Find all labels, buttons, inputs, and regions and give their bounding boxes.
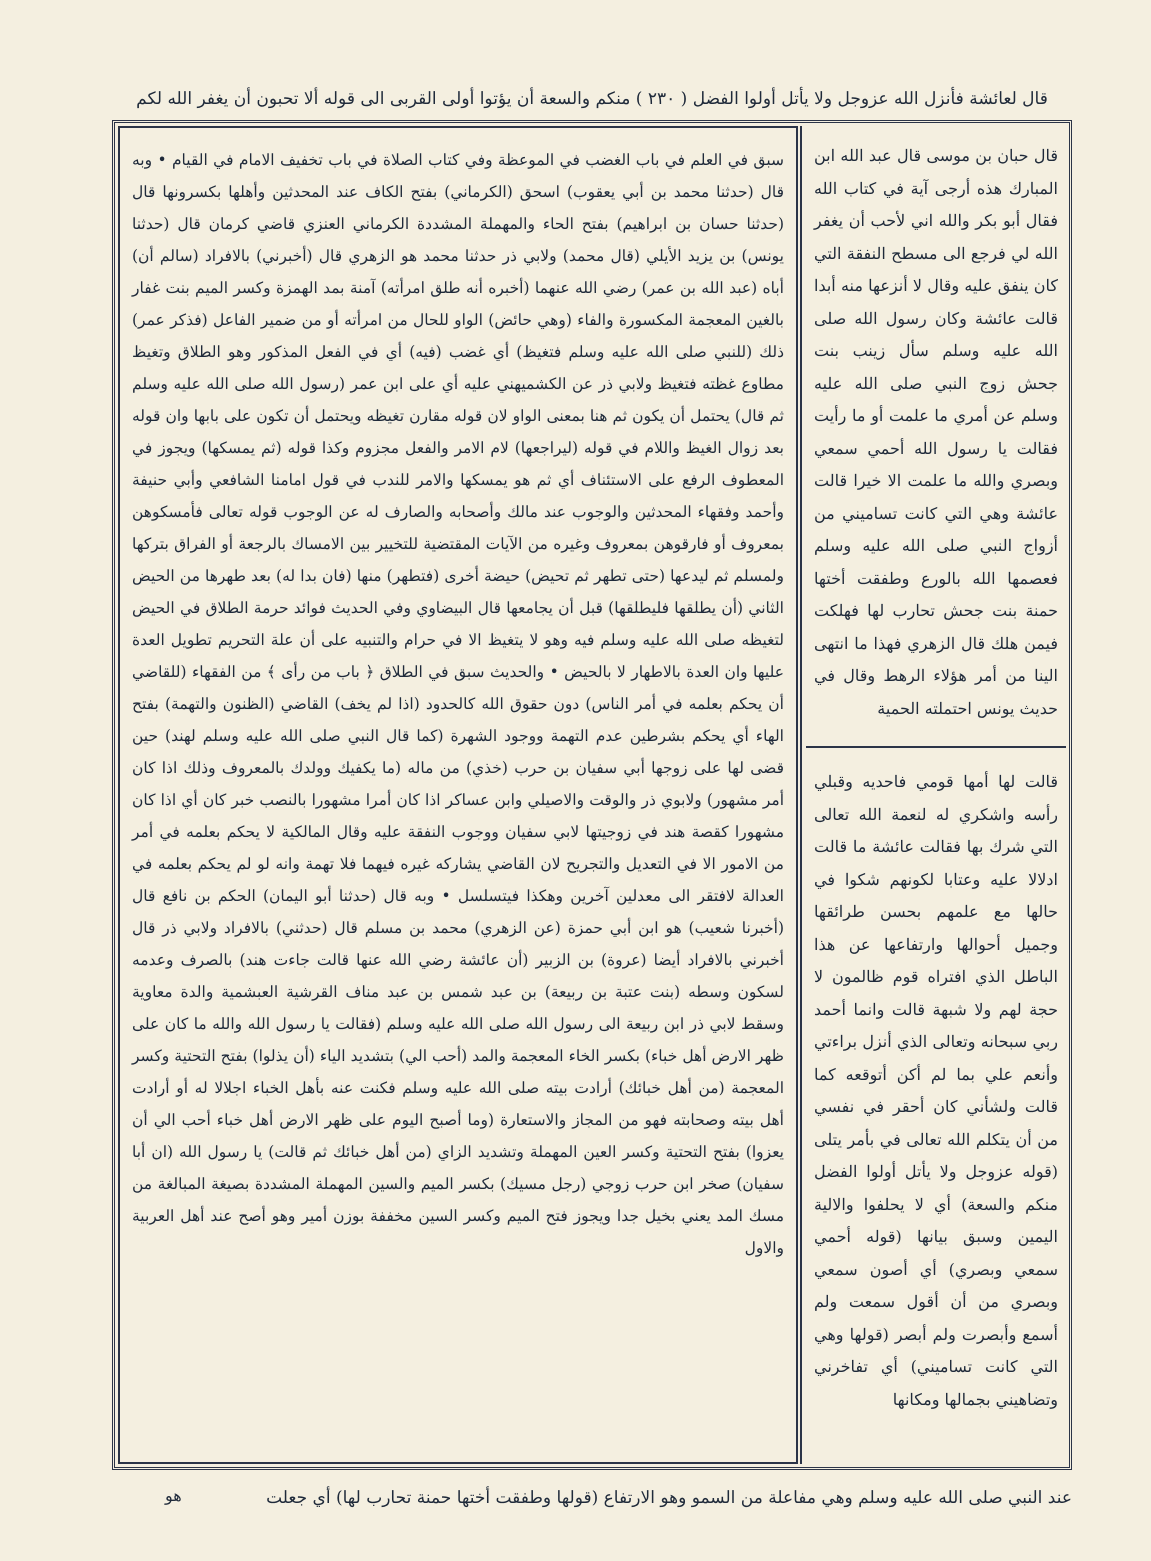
margin-text-top: قال حبان بن موسى قال عبد الله ابن المبارك هذه أرجى آية في كتاب الله فقال أبو بكر والله اني لأحب أن يغفر الله لي فرجع الى مسطح النفقة التي كان ينفق عليه وقال لا أنزعها منه أبدا قالت عائشة وكان رسول الله صلى الله عليه وسلم سأل زينب بنت جحش زوج النبي صلى الله عليه وسلم عن أمري ما علمت أو ما رأيت فقالت يا رسول الله أحمي سمعي وبصري والله ما علمت الا خيرا قالت عائشة وهي التي كانت تساميني من أزواج النبي صلى الله عليه وسلم فعصمها الله بالورع وطفقت أختها حمنة بنت جحش تحارب لها فهلكت فيمن هلك قال الزهري فهذا ما انتهى الينا من أمر هؤلاء الرهط وقال في حديث يونس احتملته الحمية <box>814 146 1058 718</box>
page-footer-line: عند النبي صلى الله عليه وسلم وهي مفاعلة من السمو وهو الارتفاع (قولها وطفقت أختها حمنة تحارب لها) أي جعلت <box>266 1488 1072 1508</box>
catchword: هو <box>165 1486 182 1505</box>
margin-text-bottom: قالت لها أمها قومي فاحديه وقبلي رأسه واشكري له لنعمة الله تعالى التي شرك بها فقالت عائشة ما قالت ادلالا عليه وعتابا لكونهم شكوا في حالها مع علمهم بحسن طرائقها وجميل أحوالها وارتفاعها عن هذا الباطل الذي افتراه قوم ظالمون لا حجة لهم ولا شبهة قالت وانما أحمد ربي سبحانه وتعالى الذي أنزل براءتي وأنعم علي بما لم أكن أتوقعه كما قالت ولشأني كان أحقر في نفسي من أن يتكلم الله تعالى في بأمر يتلى (قوله عزوجل ولا يأتل أولوا الفضل منكم والسعة) أي لا يحلفوا والالية اليمين وسبق بيانها (قوله أحمي سمعي وبصري) أي أصون سمعي وبصري من أن أقول سمعت ولم أسمع وأبصرت ولم أبصر (قولها وهي التي كانت تساميني) أي تفاخرني وتضاهيني بجمالها ومكانها <box>814 772 1058 1409</box>
margin-commentary-bottom <box>806 754 1066 1464</box>
page-header: قال لعائشة فأنزل الله عزوجل ولا يأتل أولوا الفضل ( ٢٣٠ ) منكم والسعة أن يؤتوا أولى القربى الى قوله ألا تحبون أن يغفر الله لكم <box>136 89 1048 109</box>
main-commentary-text: سبق في العلم في باب الغضب في الموعظة وفي كتاب الصلاة في باب تخفيف الامام في القيام • وبه قال (حدثنا محمد بن أبي يعقوب) اسحق (الكرماني) بفتح الكاف عند المحدثين وأهلها بكسرونها قال (حدثنا حسان بن ابراهيم) بفتح الحاء والمهملة المشددة الكرماني العنزي قاضي كرمان قال (حدثنا يونس) بن يزيد الأيلي (قال محمد) ولابي ذر حدثنا محمد هو الزهري قال (أخبرني) بالافراد (سالم أن) أباه (عبد الله بن عمر) رضي الله عنهما (أخبره أنه طلق امرأته) آمنة بمد الهمزة وكسر الميم بنت غفار بالغين المعجمة المكسورة والفاء (وهي حائض) الواو للحال من امرأته أو من ضمير الفاعل (فذكر عمر) ذلك (للنبي صلى الله عليه وسلم فتغيظ) أي غضب (فيه) أي في الفعل المذكور وهو الطلاق وتغيظ مطاوع غظته فتغيظ ولابي ذر عن الكشميهني عليه أي على ابن عمر (رسول الله صلى الله عليه وسلم ثم قال) يحتمل أن يكون ثم هنا بمعنى الواو لان قوله مقارن تغيظه ويحتمل أن تكون على بابها وان قوله بعد زوال الغيظ واللام في قوله (ليراجعها) لام الامر والفعل مجزوم وكذا قوله (ثم يمسكها) ويجوز في المعطوف الرفع على الاستئناف أي ثم هو يمسكها والامر للندب في قول امامنا الشافعي وأبي حنيفة وأحمد وفقهاء المحدثين والوجوب عند مالك وأصحابه والصارف له عن الوجوب قوله تعالى فأمسكوهن بمعروف أو فارقوهن بمعروف وغيره من الآيات المقتضية للتخيير بين الامساك بالرجعة أو الفراق بتركها ولمسلم ثم ليدعها (حتى تطهر ثم تحيض) حيضة أخرى (فتطهر) منها (فان بدا له) بعد طهرها من الحيض الثاني (أن يطلقها فليطلقها) قبل أن يجامعها قال البيضاوي وفي الحديث فوائد حرمة الطلاق في الحيض لتغيظه صلى الله عليه وسلم فيه وهو لا يتغيظ الا في حرام والتنبيه على أن علة التحريم تطويل العدة عليها وان العدة بالاطهار لا بالحيض • والحديث سبق في الطلاق ﴿ باب من رأى ﴾ من الفقهاء (للقاضي أن يحكم بعلمه في أمر الناس) دون حقوق الله كالحدود (اذا لم يخف) القاضي (الظنون والتهمة) بفتح الهاء أي يحكم بشرطين عدم التهمة ووجود الشهرة (كما قال النبي صلى الله عليه وسلم لهند) حين قضى لها على زوجها أبي سفيان بن حرب (خذي) من ماله (ما يكفيك وولدك بالمعروف وذلك اذا كان أمر مشهور) ولابوي ذر والوقت والاصيلي وابن عساكر اذا كان أمرا مشهورا بالنصب خبر كان أي اذا كان مشهورا كقصة هند في زوجيتها لابي سفيان ووجوب النفقة عليه وقال المالكية لا يحكم بعلمه في أمر من الامور الا في التعديل والتجريح لان القاضي يشاركه غيره فيهما فلا تهمة وانه لو لم يحكم بعلمه في العدالة لافتقر الى معدلين آخرين وهكذا فيتسلسل • وبه قال (حدثنا أبو اليمان) الحكم بن نافع قال (أخبرنا شعيب) هو ابن أبي حمزة (عن الزهري) محمد بن مسلم قال (حدثني) بالافراد ولابي ذر قال أخبرني بالافراد أيضا (عروة) بن الزبير (أن عائشة رضي الله عنها قالت جاءت هند) بالصرف وعدمه لسكون وسطه (بنت عتبة بن ربيعة) بن عبد شمس بن عبد مناف القرشية العبشمية والدة معاوية وسقط لابي ذر ابن ربيعة الى رسول الله صلى الله عليه وسلم (فقالت يا رسول الله والله ما كان على ظهر الارض أهل خباء) بكسر الخاء المعجمة والمد (أحب الي) بتشديد الياء (أن يذلوا) بفتح التحتية وكسر المعجمة (من أهل خبائك) أرادت بيته صلى الله عليه وسلم فكنت عنه بأهل الخباء اجلالا له أو أرادت أهل بيته وصحابته فهو من المجاز والاستعارة (وما أصبح اليوم على ظهر الارض أهل خباء أحب الي أن يعزوا) بفتح التحتية وكسر العين المهملة وتشديد الزاي (من أهل خبائك ثم قالت) يا رسول الله (ان أبا سفيان) صخر ابن حرب زوجي (رجل مسيك) بكسر الميم والسين المهملة المشددة بصيغة المبالغة من مسك المد يعني بخيل جدا ويجوز فتح الميم وكسر السين مخففة بوزن أمير وهو أصح عند أهل العربية والاول <box>132 151 785 1257</box>
column-divider <box>800 126 802 1464</box>
margin-hadith-text-top <box>806 126 1066 748</box>
main-commentary-column <box>118 126 798 1464</box>
